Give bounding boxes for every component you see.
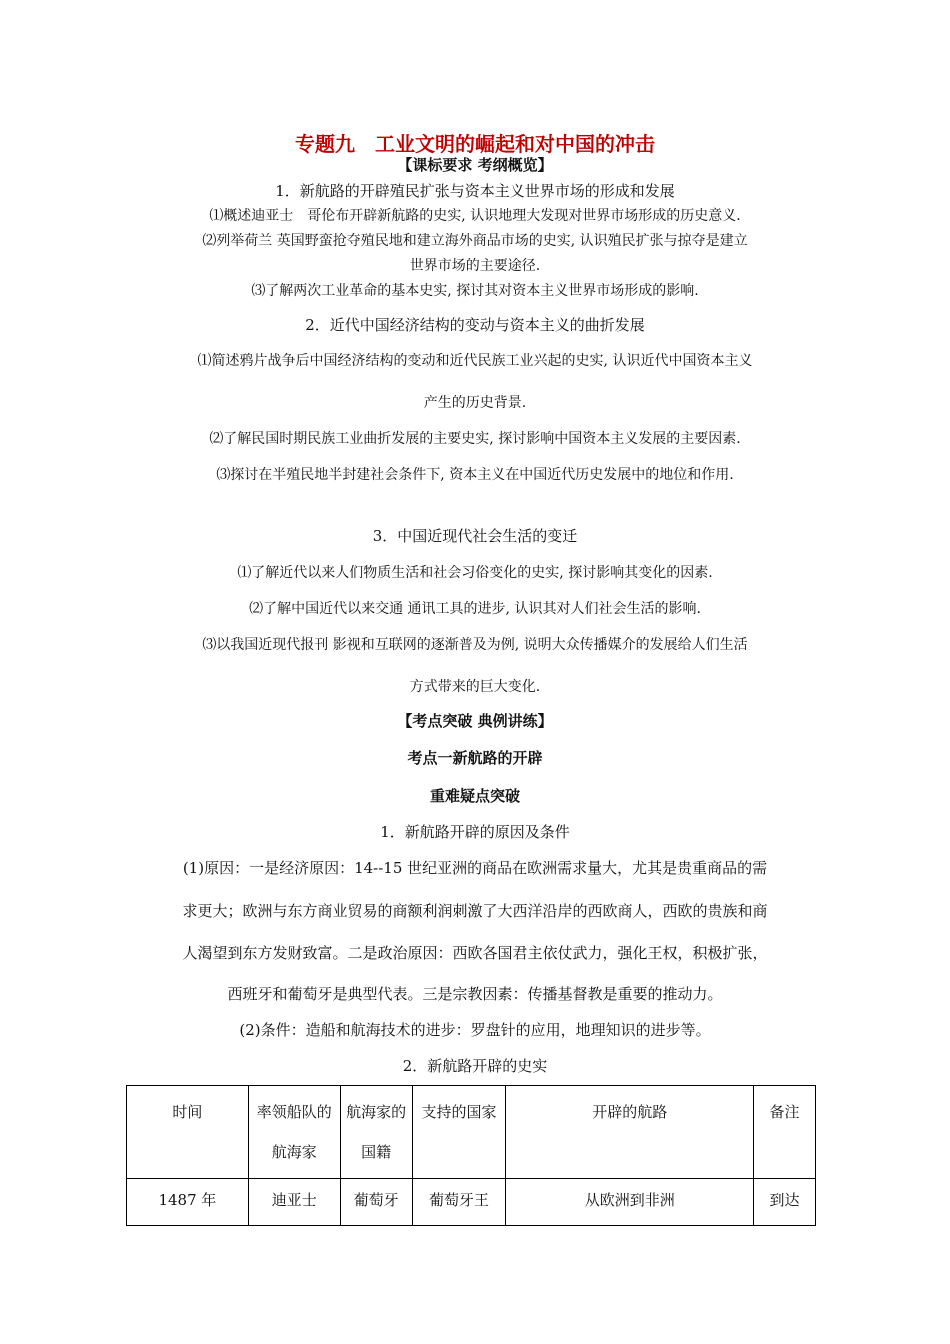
- zhongnan-title: 重难疑点突破: [429, 787, 520, 805]
- section-header-requirements: 【课标要求 考纲概览】: [397, 156, 553, 174]
- cell-sponsor: 葡萄牙王: [412, 1179, 506, 1226]
- req1-heading: 1．新航路的开辟殖民扩张与资本主义世界市场的形成和发展: [275, 182, 675, 200]
- req3-item-3-cont: 方式带来的巨大变化.: [409, 679, 541, 695]
- sub1-line-3: 人渴望到东方发财致富。二是政治原因：西欧各国君主依仗武力，强化王权，积极扩张，: [182, 944, 768, 962]
- sub1-line-5: (2)条件：造船和航海技术的进步：罗盘针的应用，地理知识的进步等。: [239, 1021, 711, 1039]
- sub1-line-4: 西班牙和葡萄牙是典型代表。三是宗教因素：传播基督教是重要的推动力。: [227, 985, 723, 1003]
- sub1-line-2: 求更大；欧洲与东方商业贸易的商额利润刺激了大西洋沿岸的西欧商人，西欧的贵族和商: [182, 902, 768, 920]
- req2-item-1-cont: 产生的历史背景.: [423, 395, 527, 411]
- req1-item-2: ⑵列举荷兰 英国野蛮抢夺殖民地和建立海外商品市场的史实, 认识殖民扩张与掠夺是建立: [202, 233, 748, 249]
- cell-remarks: 到达: [754, 1179, 816, 1226]
- header-remarks: 备注: [754, 1086, 816, 1179]
- header-nationality: 航海家的国籍: [340, 1086, 412, 1179]
- cell-nationality: 葡萄牙: [340, 1179, 412, 1226]
- req2-heading: 2．近代中国经济结构的变动与资本主义的曲折发展: [305, 316, 645, 334]
- sub1-line-1: (1)原因：一是经济原因：14--15 世纪亚洲的商品在欧洲需求量大，尤其是贵重商品的需: [182, 859, 768, 877]
- header-navigator: 率领船队的航海家: [248, 1086, 340, 1179]
- table-row: [127, 1179, 816, 1226]
- page-title: 专题九 工业文明的崛起和对中国的冲击: [295, 132, 655, 156]
- req2-item-2: ⑵了解民国时期民族工业曲折发展的主要史实, 探讨影响中国资本主义发展的主要因素.: [209, 431, 741, 447]
- cell-navigator: 迪亚士: [248, 1179, 340, 1226]
- req3-heading: 3．中国近现代社会生活的变迁: [372, 527, 578, 545]
- header-route: 开辟的航路: [506, 1086, 754, 1179]
- req2-item-1: ⑴简述鸦片战争后中国经济结构的变动和近代民族工业兴起的史实, 认识近代中国资本主义: [197, 353, 753, 369]
- cell-time: 1487 年: [127, 1179, 249, 1226]
- sub2-heading: 2．新航路开辟的史实: [402, 1057, 548, 1075]
- req1-item-1: ⑴概述迪亚士 哥伦布开辟新航路的史实, 认识地理大发现对世界市场形成的历史意义.: [209, 208, 741, 224]
- req3-item-1: ⑴了解近代以来人们物质生活和社会习俗变化的史实, 探讨影响其变化的因素.: [237, 565, 713, 581]
- req1-item-2-cont: 世界市场的主要途径.: [409, 258, 541, 274]
- voyages-table: [126, 1085, 816, 1226]
- table-header-row: [127, 1086, 816, 1179]
- section-header-kaodian: 【考点突破 典例讲练】: [397, 712, 553, 730]
- req1-item-3: ⑶了解两次工业革命的基本史实, 探讨其对资本主义世界市场形成的影响.: [251, 283, 699, 299]
- req2-item-3: ⑶探讨在半殖民地半封建社会条件下, 资本主义在中国近代历史发展中的地位和作用.: [216, 467, 734, 483]
- kaodian-title: 考点一新航路的开辟: [407, 749, 543, 767]
- req3-item-3: ⑶以我国近现代报刊 影视和互联网的逐渐普及为例, 说明大众传播媒介的发展给人们生活: [202, 637, 748, 653]
- req3-item-2: ⑵了解中国近代以来交通 通讯工具的进步, 认识其对人们社会生活的影响.: [249, 601, 701, 617]
- sub1-heading: 1．新航路开辟的原因及条件: [380, 823, 570, 841]
- header-sponsor: 支持的国家: [412, 1086, 506, 1179]
- header-time: 时间: [127, 1086, 249, 1179]
- cell-route: 从欧洲到非洲: [506, 1179, 754, 1226]
